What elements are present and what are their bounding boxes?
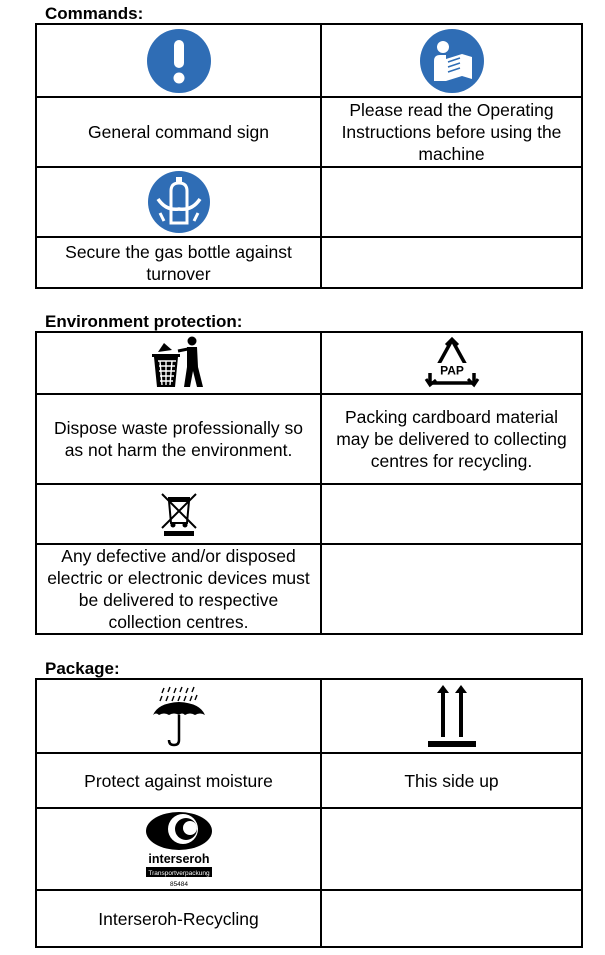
empty-cell: [321, 167, 582, 237]
cardboard-label: Packing cardboard material may be delivered to collecting centres for recycling.: [336, 407, 567, 471]
general-command-label: General command sign: [88, 122, 269, 142]
interseroh-logo-icon: [139, 809, 219, 889]
moisture-label: Protect against moisture: [84, 770, 273, 791]
moisture-cell: [36, 753, 321, 808]
read-manual-icon-cell: [321, 24, 582, 97]
general-command-cell: [36, 97, 321, 167]
interseroh-brand: interseroh: [147, 852, 210, 866]
dispose-waste-cell: [36, 394, 321, 484]
moisture-icon-cell: [36, 679, 321, 753]
weee-label: Any defective and/or disposed electric or electronic devices must be delivered to respective collection centres.: [47, 546, 310, 632]
gas-bottle-secure-icon: [146, 169, 212, 235]
interseroh-cell: [36, 890, 321, 947]
package-heading: Package:: [45, 659, 120, 678]
empty-cell: [321, 237, 582, 288]
read-manual-label: Please read the Operating Instructions before using the machine: [341, 100, 562, 164]
empty-cell: [321, 808, 582, 890]
cardboard-cell: [321, 394, 582, 484]
commands-heading: Commands:: [45, 4, 144, 23]
general-command-icon-cell: [36, 24, 321, 97]
gas-bottle-cell: [36, 237, 321, 288]
this-side-up-arrows-icon: [426, 683, 478, 749]
read-manual-icon: [418, 27, 486, 95]
environment-table: [35, 331, 583, 635]
tidy-man-bin-icon: [150, 335, 208, 391]
empty-cell: [321, 484, 582, 544]
weee-icon-cell: [36, 484, 321, 544]
commands-table: [35, 23, 583, 289]
environment-heading: Environment protection:: [45, 312, 243, 331]
waste-icon-cell: [36, 332, 321, 394]
interseroh-label: Interseroh-Recycling: [98, 908, 259, 929]
side-up-cell: [321, 753, 582, 808]
umbrella-rain-icon: [150, 685, 208, 747]
interseroh-code: 85484: [169, 881, 188, 888]
dispose-waste-label: Dispose waste professionally so as not harm the environment.: [53, 418, 303, 460]
gas-bottle-icon-cell: [36, 167, 321, 237]
pap-icon-cell: [321, 332, 582, 394]
side-up-icon-cell: [321, 679, 582, 753]
empty-cell: [321, 890, 582, 947]
package-table: [35, 678, 583, 948]
interseroh-icon-cell: [36, 808, 321, 890]
pap-text: PAP: [439, 363, 464, 378]
side-up-label: This side up: [404, 770, 499, 791]
gas-bottle-label: Secure the gas bottle against turnover: [65, 241, 292, 284]
empty-cell: [321, 544, 582, 634]
interseroh-sub: Transportverpackung: [147, 870, 210, 877]
crossed-wheelie-bin-icon: [158, 491, 200, 537]
pap-recycling-icon: [422, 335, 482, 391]
exclamation-mandatory-icon: [145, 27, 213, 95]
read-manual-cell: [321, 97, 582, 167]
weee-cell: [36, 544, 321, 634]
